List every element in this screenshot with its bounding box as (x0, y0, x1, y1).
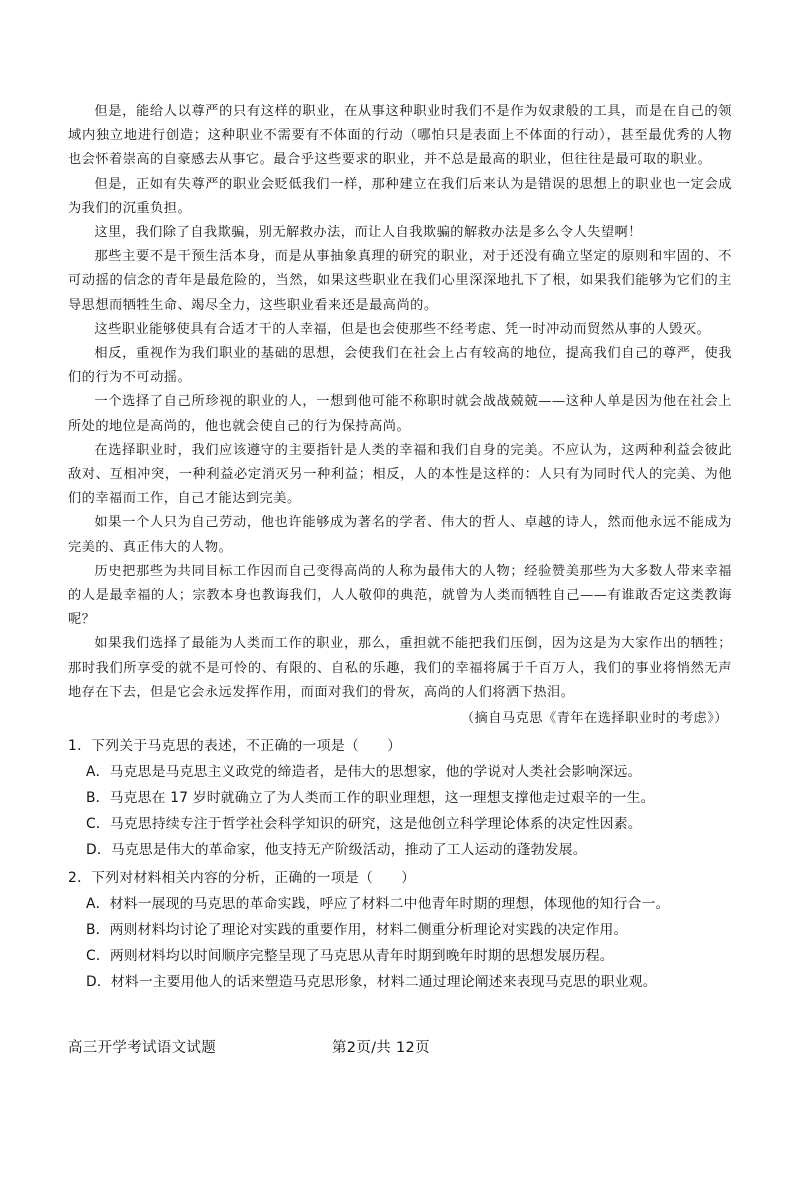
passage-paragraph: 相反，重视作为我们职业的基础的思想，会使我们在社会上占有较高的地位，提高我们自己的尊严，使我们的行为不可动摇。 (68, 346, 732, 386)
passage-paragraph: 那些主要不是干预生活本身，而是从事抽象真理的研究的职业，对于还没有确立坚定的原则和牢固的、不可动摇的信念的青年是最危险的，当然，如果这些职业在我们心里深深地扎下了根，如果我们能够为它们的主导思想而牺牲生命、竭尽全力，这些职业看来还是最高尚的。 (68, 249, 732, 313)
exam-title: 高三开学考试语文试题 (68, 1040, 216, 1056)
exam-page (68, 100, 732, 995)
passage-paragraph: 一个选择了自己所珍视的职业的人，一想到他可能不称职时就会战战兢兢——这种人单是因为他在社会上所处的地位是高尚的，他也就会使自己的行为保持高尚。 (68, 394, 732, 434)
passage-paragraph: 这里，我们除了自我欺骗，别无解救办法，而让人自我欺骗的解救办法是多么令人失望啊！ (94, 225, 642, 241)
option-b: B．两则材料均讨论了理论对实践的重要作用，材料二侧重分析理论对实践的决定作用。 (86, 922, 628, 939)
question-stem: 2．下列对材料相关内容的分析，正确的一项是（ ） (68, 870, 416, 887)
passage-paragraph: 历史把那些为共同目标工作因而自己变得高尚的人称为最伟大的人物；经验赞美那些为大多数人带来幸福的人是最幸福的人；宗教本身也教诲我们，人人敬仰的典范，就曾为人类而牺牲自己——有谁敢否定这类教诲呢？ (68, 563, 732, 628)
passage-paragraph: 如果一个人只为自己劳动，他也许能够成为著名的学者、伟大的哲人、卓越的诗人，然而他永远不能成为完美的、真正伟大的人物。 (68, 515, 732, 555)
passage-paragraph: 在选择职业时，我们应该遵守的主要指针是人类的幸福和我们自身的完美。不应认为，这两种利益会彼此敌对、互相冲突，一种利益必定消灭另一种利益；相反，人的本性是这样的：人只有为同时代人的完美、为他们的幸福而工作，自己才能达到完美。 (68, 442, 732, 507)
option-d: D．材料一主要用他人的话来塑造马克思形象，材料二通过理论阐述来表现马克思的职业观。 (86, 974, 657, 991)
passage-source: （摘自马克思《青年在选择职业时的考虑》） (460, 711, 728, 727)
question-stem: 1．下列关于马克思的表述，不正确的一项是（ ） (68, 738, 402, 755)
question-1 (68, 733, 732, 863)
option-b: B．马克思在 17 岁时就确立了为人类而工作的职业理想，这一理想支撑他走过艰辛的一生。 (86, 790, 655, 807)
page-footer (68, 1036, 732, 1062)
passage-paragraph: 这些职业能够使具有合适才干的人幸福，但是也会使那些不经考虑、凭一时冲动而贸然从事的人毁灭。 (94, 321, 711, 337)
option-a: A．材料一展现的马克思的革命实践，呼应了材料二中他青年时期的理想，体现他的知行合一。 (86, 896, 670, 913)
passage (68, 100, 732, 731)
question-2 (68, 865, 732, 995)
passage-paragraph: 如果我们选择了最能为人类而工作的职业，那么，重担就不能把我们压倒，因为这是为大家作出的牺牲；那时我们所享受的就不是可怜的、有限的、自私的乐趣，我们的幸福将属于千百万人，我们的事业将悄然无声地存在下去，但是它会永远发挥作用，而面对我们的骨灰，高尚的人们将洒下热泪。 (68, 636, 732, 700)
passage-paragraph: 但是，能给人以尊严的只有这样的职业，在从事这种职业时我们不是作为奴隶般的工具，而是在自己的领域内独立地进行创造；这种职业不需要有不体面的行动（哪怕只是表面上不体面的行动），甚至最优秀的人物也会怀着崇高的自豪感去从事它。最合乎这些要求的职业，并不总是最高的职业，但往往是最可取的职业。 (68, 104, 732, 168)
page-number: 第2页/共 12页 (332, 1040, 430, 1056)
option-a: A．马克思是马克思主义政党的缔造者，是伟大的思想家，他的学说对人类社会影响深远。 (86, 764, 642, 781)
option-d: D．马克思是伟大的革命家，他支持无产阶级活动，推动了工人运动的蓬勃发展。 (86, 842, 587, 859)
option-c: C．两则材料均以时间顺序完整呈现了马克思从青年时期到晚年时期的思想发展历程。 (86, 948, 614, 965)
option-c: C．马克思持续专注于哲学社会科学知识的研究，这是他创立科学理论体系的决定性因素。 (86, 816, 642, 833)
passage-paragraph: 但是，正如有失尊严的职业会贬低我们一样，那种建立在我们后来认为是错误的思想上的职业也一定会成为我们的沉重负担。 (68, 176, 732, 216)
